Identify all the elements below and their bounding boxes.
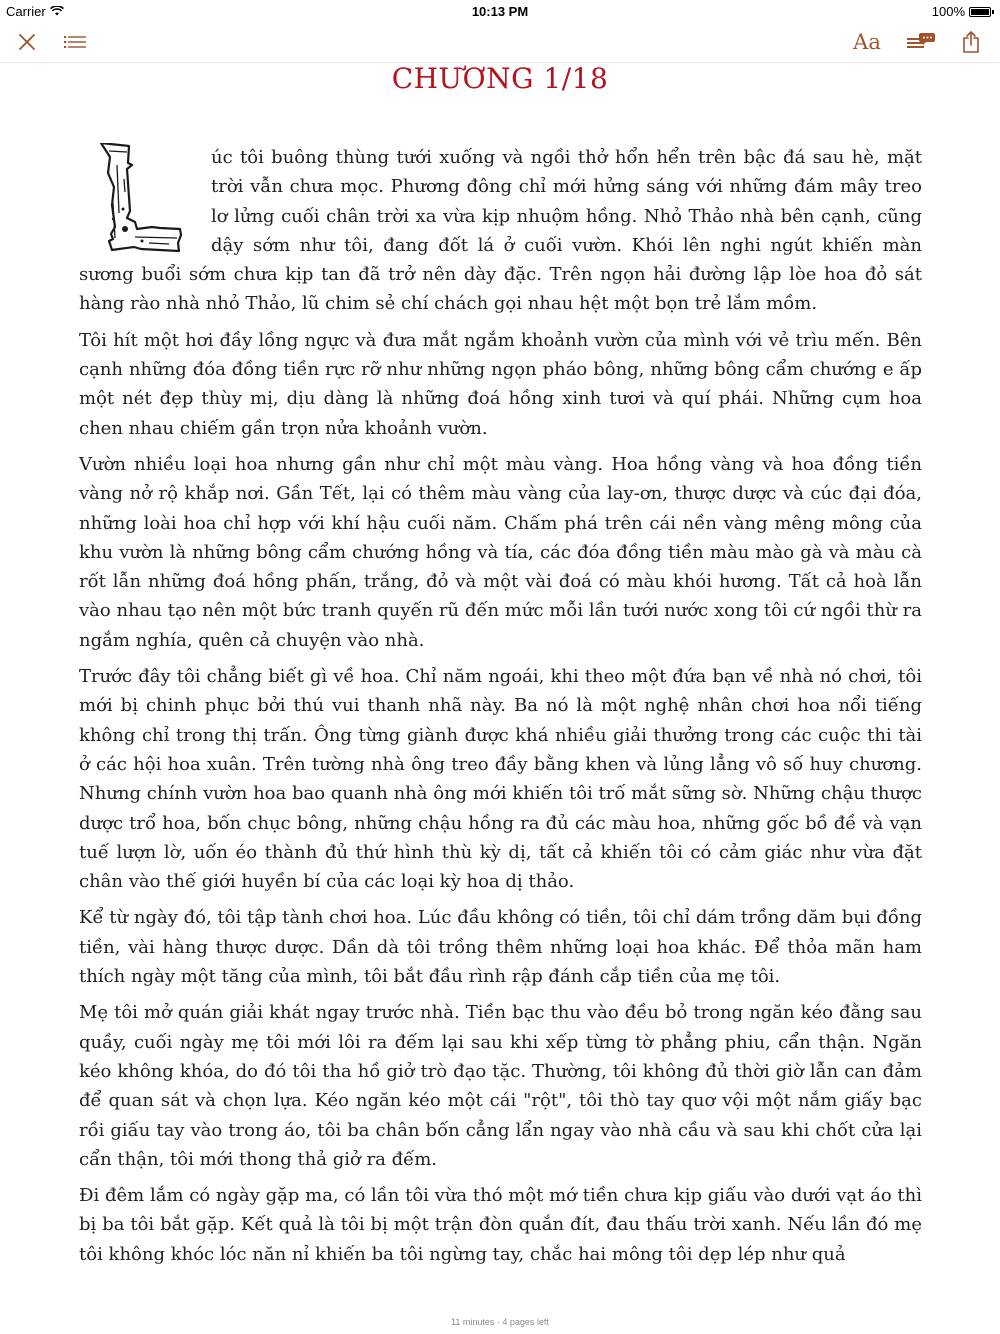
table-of-contents-button[interactable]	[58, 26, 92, 58]
paragraph: Kể từ ngày đó, tôi tập tành chơi hoa. Lúc đầu không có tiền, tôi chỉ dám trồng dăm bụi đồng tiền, vài hàng thược dược. Dần dà tôi trồng thêm những loại hoa khác. Để thỏa mãn ham thích ngày một tăng của mình, tôi bắt đầu rình rập đánh cắp tiền của mẹ tôi.	[79, 907, 922, 988]
font-size-icon: Aa	[853, 30, 881, 54]
status-bar	[0, 0, 1000, 22]
share-icon	[962, 31, 980, 53]
battery-percent: 100%	[931, 4, 965, 19]
paragraph: Tôi hít một hơi đầy lồng ngực và đưa mắt ngắm khoảnh vườn của mình với vẻ trìu mến. Bên cạnh những đóa đồng tiền rực rỡ như những ngọn pháo bông, những bông cẩm chướng e ấp một nét đẹp thùy mị, dịu dàng là những đoá hồng xinh tươi và quí phái. Những cụm hoa chen nhau chiếm gần trọn nửa khoảnh vườn.	[79, 329, 922, 439]
reader-toolbar	[0, 22, 1000, 63]
close-icon	[17, 32, 37, 52]
chapter-title: CHƯƠNG 1/18	[391, 62, 609, 95]
paragraph-text: úc tôi buông thùng tưới xuống và ngồi thở hổn hển trên bậc đá sau hè, mặt trời vẫn chưa mọc. Phương đông chỉ mới hửng sáng với những đám mây treo lơ lửng cuối chân trời xa vừa kịp nhuộm hồng. Nhỏ Thảo nhà bên cạnh, cũng dậy sớm như tôi, đang đốt lá ở cuối vườn. Khói lên nghi ngút khiến màn sương buổi sớm chưa kịp tan đã trở nên dày đặc. Trên ngọn hải đường lập lòe hoa đỏ sát hàng rào nhà nhỏ Thảo, lũ chim sẻ chí chách gọi nhau hệt một bọn trẻ lắm mồm.	[79, 147, 922, 315]
battery-icon	[969, 7, 991, 17]
paragraph: Mẹ tôi mở quán giải khát ngay trước nhà. Tiền bạc thu vào đều bỏ trong ngăn kéo đằng sau quầy, cuối ngày mẹ tôi mới lôi ra đếm lại sau khi xếp từng tờ phẳng phiu, cẩn thận. Ngăn kéo không khóa, do đó tôi tha hồ giở trò đạo tặc. Thường, tôi không đủ thời giờ lẫn can đảm để quan sát và chọn lựa. Kéo ngăn kéo một cái "rột", tôi thò tay quơ vội một nắm giấy bạc rồi giấu tay vào trong áo, tôi ba chân bốn cẳng lẩn ngay vào nhà cầu và sau khi chốt cửa lại cẩn thận, tôi mới thong thả giở ra đếm.	[79, 1002, 922, 1170]
paragraph: Đi đêm lắm có ngày gặp ma, có lần tôi vừa thó một mớ tiền chưa kịp giấu vào dưới vạt áo thì bị ba tôi bắt gặp. Kết quả là tôi bị một trận đòn quắn đít, đau thấu trời xanh. Nếu lần đó mẹ tôi không khóc lóc năn nỉ khiến ba tôi ngừng tay, chắc hai mông tôi dẹp lép như quả	[79, 1185, 922, 1265]
close-button[interactable]	[10, 26, 44, 58]
paragraph: Trước đây tôi chẳng biết gì về hoa. Chỉ năm ngoái, khi theo một đứa bạn về nhà nó chơi, tôi mới bị chinh phục bởi thú vui thanh nhã này. Ba nó là một nghệ nhân chơi hoa nổi tiếng không chỉ trong thị trấn. Ông từng giành được khá nhiều giải thưởng trong các cuộc thi tài ở các hội hoa xuân. Trên tường nhà ông treo đầy bằng khen và lủng lẳng vô số huy chương. Nhưng chính vườn hoa bao quanh nhà ông mới khiến tôi trố mắt sững sờ. Những chậu thược dược trổ hoa, bốn chục bông, những chậu hồng ra đủ các màu hoa, những gốc bồ đề và vạn tuế lượn lờ, uốn éo thành đủ thứ hình thù kỳ dị, tất cả khiến tôi có cảm giác như vừa đặt chân vào thế giới huyền bí của các loại kỳ hoa dị thảo.	[79, 666, 922, 893]
carrier-label: Carrier	[6, 4, 46, 19]
notes-button[interactable]	[904, 26, 938, 58]
notes-icon	[907, 32, 935, 52]
paragraph	[79, 143, 922, 319]
reading-progress: 11 minutes · 4 pages left	[451, 1317, 549, 1327]
battery-indicator	[932, 4, 994, 19]
book-page-content	[79, 143, 922, 1313]
list-icon	[64, 34, 86, 50]
font-settings-button[interactable]	[850, 26, 884, 58]
paragraph: Vườn nhiều loại hoa nhưng gần như chỉ một màu vàng. Hoa hồng vàng và hoa đồng tiền vàng nở rộ khắp nơi. Gần Tết, lại có thêm màu vàng của lay-ơn, thược dược và cúc đại đóa, những loài hoa chỉ hợp với khí hậu cuối năm. Chấm phá trên cái nền vàng mêng mông của khu vườn là những bông cẩm chướng hồng và tía, các đóa đồng tiền màu mào gà và màu cà rốt lẫn những đoá hồng phấn, trắng, đỏ và một vài đoá có màu khói hương. Tất cả hoà lẫn vào nhau tạo nên một bức tranh quyến rũ đến mức mỗi lần tưới nước xong tôi cứ ngồi thừ ra ngắm nghía, quên cả chuyện vào nhà.	[79, 453, 922, 651]
share-button[interactable]	[954, 26, 988, 58]
dropcap-wooden-letter	[79, 143, 191, 255]
clock: 10:13 PM	[471, 4, 529, 19]
